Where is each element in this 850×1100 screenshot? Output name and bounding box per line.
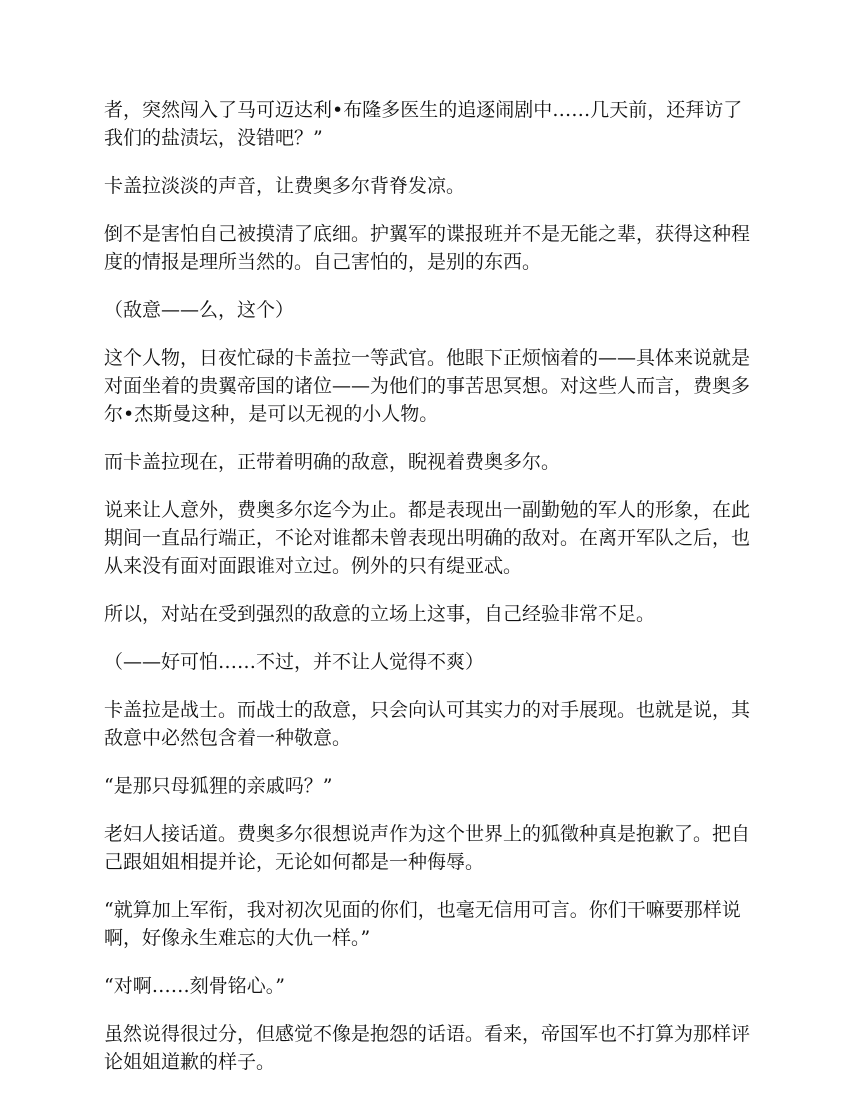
paragraph: “是那只母狐狸的亲戚吗？”: [104, 775, 333, 797]
paragraph: 者，突然闯入了马可迈达利•布隆多医生的追逐闹剧中……几天前，还拜访了我们的盐渍坛，没错吧？”: [104, 99, 743, 149]
paragraph: 说来让人意外，费奥多尔迄今为止。都是表现出一副勤勉的军人的形象，在此期间一直品行端正，不论对谁都未曾表现出明确的敌对。在离开军队之后，也从来没有面对面跟谁对立过。例外的只有缇亚忒。: [104, 499, 751, 577]
paragraph: 老妇人接话道。费奥多尔很想说声作为这个世界上的狐徵种真是抱歉了。把自己跟姐姐相提并论，无论如何都是一种侮辱。: [104, 823, 751, 873]
paragraph: （——好可怕……不过，并不让人觉得不爽）: [104, 651, 485, 673]
document-page: [104, 96, 754, 1096]
paragraph: “就算加上军衔，我对初次见面的你们，也毫无信用可言。你们干嘛要那样说啊，好像永生难忘的大仇一样。”: [104, 899, 741, 949]
paragraph: （敌意——么，这个）: [104, 299, 295, 321]
paragraph: 倒不是害怕自己被摸清了底细。护翼军的谍报班并不是无能之辈，获得这种程度的情报是理所当然的。自己害怕的，是别的东西。: [104, 223, 751, 273]
paragraph: 虽然说得很过分，但感觉不像是抱怨的话语。看来，帝国军也不打算为那样评论姐姐道歉的样子。: [104, 1023, 751, 1073]
paragraph: 而卡盖拉现在，正带着明确的敌意，睨视着费奥多尔。: [104, 451, 561, 473]
paragraph: 所以，对站在受到强烈的敌意的立场上这事，自己经验非常不足。: [104, 603, 656, 625]
paragraph: 卡盖拉是战士。而战士的敌意，只会向认可其实力的对手展现。也就是说，其敌意中必然包含着一种敬意。: [104, 699, 751, 749]
paragraph: 这个人物，日夜忙碌的卡盖拉一等武官。他眼下正烦恼着的——具体来说就是对面坐着的贵翼帝国的诸位——为他们的事苦思冥想。对这些人而言，费奥多尔•杰斯曼这种，是可以无视的小人物。: [104, 347, 751, 425]
paragraph: 卡盖拉淡淡的声音，让费奥多尔背脊发凉。: [104, 175, 466, 197]
paragraph: “对啊……刻骨铭心。”: [104, 975, 285, 997]
